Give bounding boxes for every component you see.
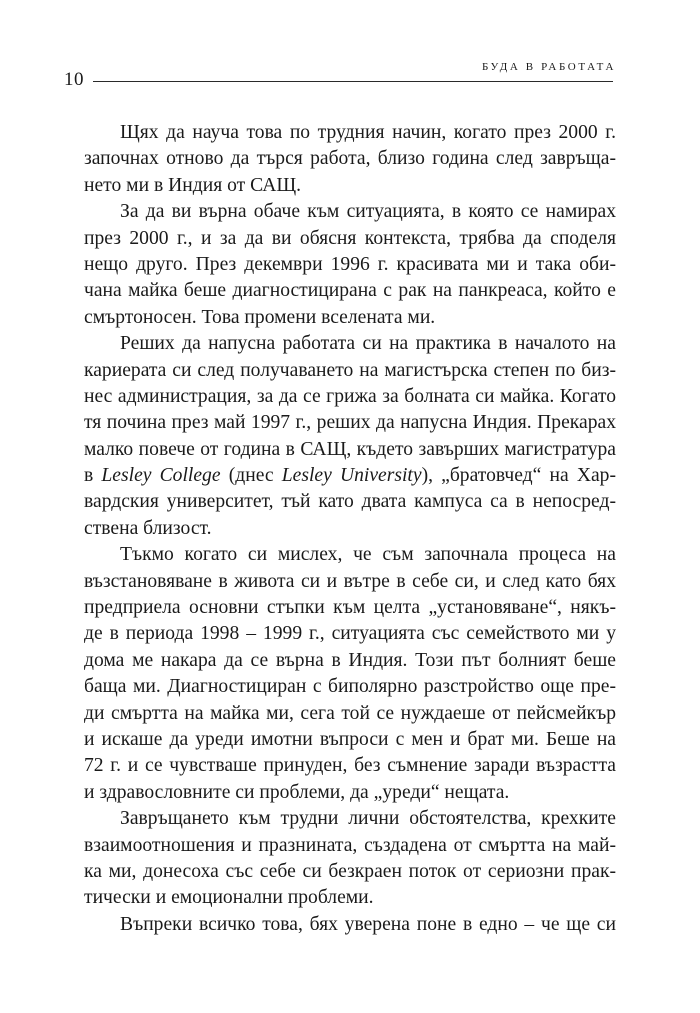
text-line: ка ми, донесоха със себе си безкраен поток от сериозни прак-	[84, 860, 616, 882]
text-line: За да ви върна обаче към ситуацията, в която се намирах	[120, 201, 616, 223]
text-line: Тъкмо когато си мислех, че съм започнала процеса на	[120, 544, 616, 566]
text-line: тически и емоционални проблеми.	[84, 887, 374, 909]
text-line: кариерата си след получаването на магистърска степен по биз-	[84, 359, 616, 381]
italic-college-name: Lesley College	[101, 465, 221, 487]
text-segment: (днес	[220, 465, 282, 487]
text-line: през 2000 г., и за да ви обясня контекста, трябва да споделя	[84, 227, 616, 249]
text-line: нещо друго. През декември 1996 г. красивата ми и така оби-	[84, 253, 616, 275]
text-line: ствена близост.	[84, 517, 212, 539]
text-line: възстановяване в живота си и вътре в себе си, и след като бях	[84, 570, 616, 592]
text-line: взаимоотношения и празнината, създадена от смъртта на май-	[84, 834, 616, 856]
text-line: нето ми в Индия от САЩ.	[84, 174, 302, 196]
text-line: Щях да науча това по трудния начин, когато през 2000 г.	[120, 122, 616, 143]
body-text	[84, 120, 616, 938]
text-line: предприела основни стъпки към целта „установяване“, някъ-	[84, 597, 616, 619]
text-segment: ), „братовчед“ на Хар-	[421, 465, 616, 487]
text-line: започнах отново да търся работа, близо година след завръща-	[84, 148, 616, 170]
text-line: нес администрация, за да се грижа за болната си майка. Когато	[84, 385, 616, 407]
running-head: БУДА В РАБОТАТА	[482, 61, 616, 73]
page-number: 10	[64, 69, 84, 90]
text-line: и здравословните си проблеми, да „уреди“ нещата.	[84, 781, 510, 803]
text-line: Въпреки всичко това, бях уверена поне в едно – че ще си	[120, 913, 616, 935]
text-line: чана майка беше диагностицирана с рак на панкреаса, който е	[84, 280, 616, 302]
text-segment: в	[84, 465, 102, 487]
text-line: тя почина през май 1997 г., реших да напусна Индия. Прекарах	[84, 412, 616, 434]
text-line: смъртоносен. Това промени вселената ми.	[84, 306, 436, 328]
text-line: 72 г. и се чувстваше принуден, без съмнение заради възрастта	[84, 755, 616, 777]
text-line: Реших да напусна работата си на практика в началото на	[120, 333, 616, 355]
italic-university-name: Lesley University	[281, 465, 422, 487]
text-line: и искаше да уреди имотни въпроси с мен и брат ми. Беше на	[84, 728, 616, 750]
text-line: Завръщането към трудни лични обстоятелства, крехките	[120, 808, 616, 830]
text-line-with-italics	[84, 463, 616, 489]
text-line: ди смъртта на майка ми, сега той се нуждаеше от пейсмейкър	[84, 702, 616, 724]
text-line: вардския университет, тъй като двата кампуса са в непосред-	[84, 491, 616, 513]
text-line: дома ме накара да се върна в Индия. Този път болният беше	[84, 649, 616, 671]
text-line: де в периода 1998 – 1999 г., ситуацията със семейството ми у	[84, 623, 616, 645]
header-rule	[93, 81, 613, 82]
text-line: малко повече от година в САЩ, където завърших магистратура	[84, 438, 616, 460]
text-line: баща ми. Диагностициран с биполярно разстройство още пре-	[84, 676, 616, 698]
